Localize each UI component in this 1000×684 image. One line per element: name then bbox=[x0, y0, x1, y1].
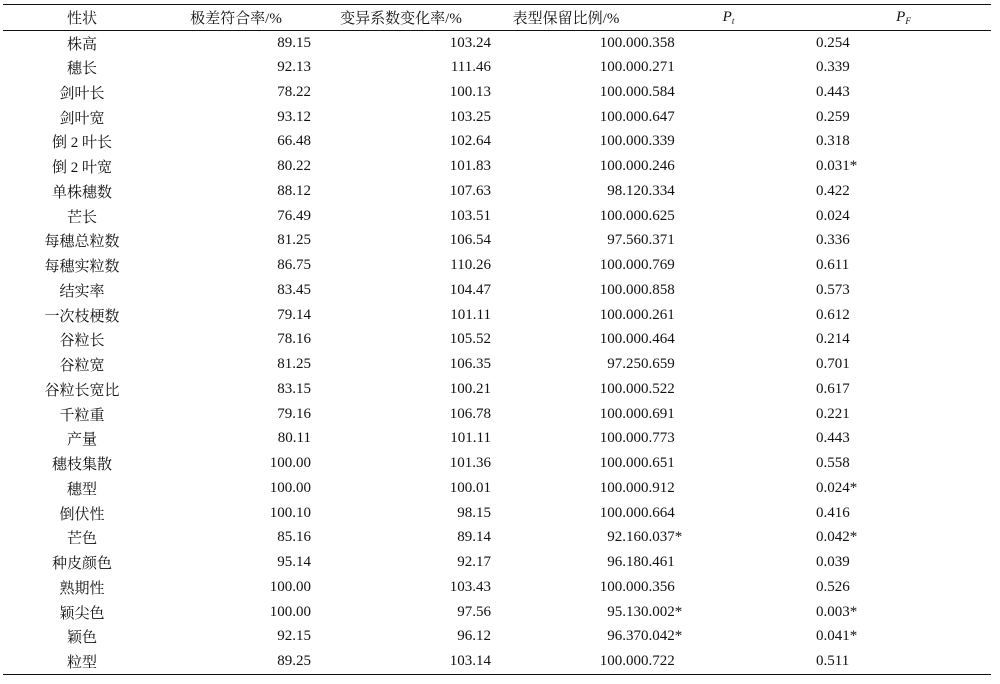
cell-phenotype-retention: 100.00 bbox=[599, 207, 641, 224]
cell-pf: 0.254 bbox=[816, 34, 850, 51]
cell-pf: 0.031* bbox=[816, 158, 858, 175]
cell-pf: 0.039 bbox=[816, 554, 850, 571]
cell-pf: 0.003* bbox=[816, 603, 858, 620]
pf-subscript: F bbox=[905, 16, 911, 26]
table-row bbox=[3, 179, 991, 204]
table-body bbox=[3, 31, 991, 675]
cell-pt: 0.769 bbox=[641, 257, 675, 274]
cell-range-coincidence: 66.48 bbox=[277, 133, 311, 150]
cell-phenotype-retention: 100.00 bbox=[599, 430, 641, 447]
cell-cv-change: 97.56 bbox=[457, 603, 491, 620]
cell-pt: 0.042* bbox=[641, 628, 683, 645]
cell-range-coincidence: 88.12 bbox=[277, 182, 311, 199]
cell-pf: 0.214 bbox=[816, 331, 850, 348]
cell-range-coincidence: 78.22 bbox=[277, 83, 311, 100]
table-row bbox=[3, 130, 991, 155]
table-row bbox=[3, 600, 991, 625]
col-header-cv-change: 变异系数变化率/% bbox=[311, 5, 491, 31]
cell-range-coincidence: 100.10 bbox=[269, 504, 311, 521]
cell-pt: 0.522 bbox=[641, 380, 675, 397]
table-row bbox=[3, 278, 991, 303]
cell-cv-change: 105.52 bbox=[449, 331, 491, 348]
cell-cv-change: 103.25 bbox=[449, 108, 491, 125]
cell-cv-change: 101.11 bbox=[450, 430, 491, 447]
cell-trait: 剑叶宽 bbox=[59, 110, 105, 127]
trait-comparison-table bbox=[3, 4, 991, 675]
cell-pf: 0.024 bbox=[816, 207, 850, 224]
cell-trait: 每穗实粒数 bbox=[44, 259, 120, 276]
cell-range-coincidence: 79.16 bbox=[277, 405, 311, 422]
cell-cv-change: 96.12 bbox=[457, 628, 491, 645]
cell-trait: 熟期性 bbox=[59, 580, 105, 597]
cell-phenotype-retention: 98.12 bbox=[607, 182, 641, 199]
cell-trait: 每穗总粒数 bbox=[44, 234, 120, 251]
cell-pf: 0.042* bbox=[816, 529, 858, 546]
cell-pf: 0.558 bbox=[816, 455, 850, 472]
cell-phenotype-retention: 100.00 bbox=[491, 649, 641, 674]
cell-range-coincidence: 92.13 bbox=[277, 59, 311, 76]
cell-phenotype-retention: 100.00 bbox=[599, 380, 641, 397]
cell-range-coincidence: 95.14 bbox=[277, 554, 311, 571]
cell-pt: 0.002* bbox=[641, 603, 683, 620]
cell-trait: 种皮颜色 bbox=[51, 556, 112, 573]
cell-cv-change: 103.51 bbox=[449, 207, 491, 224]
cell-pt: 0.584 bbox=[641, 83, 675, 100]
cell-phenotype-retention: 92.16 bbox=[607, 529, 641, 546]
cell-trait: 颖色 bbox=[66, 630, 97, 647]
cell-cv-change: 92.17 bbox=[457, 554, 491, 571]
cell-range-coincidence: 83.15 bbox=[277, 380, 311, 397]
cell-cv-change: 89.14 bbox=[457, 529, 491, 546]
cell-range-coincidence: 81.25 bbox=[277, 232, 311, 249]
cell-trait: 倒 2 叶宽 bbox=[51, 160, 112, 177]
cell-cv-change: 102.64 bbox=[449, 133, 491, 150]
cell-cv-change: 103.14 bbox=[311, 649, 491, 674]
cell-trait: 谷粒宽 bbox=[59, 358, 105, 375]
cell-pt: 0.912 bbox=[641, 479, 675, 496]
col-header-pf bbox=[816, 5, 991, 31]
cell-pf: 0.336 bbox=[816, 232, 850, 249]
table-row bbox=[3, 80, 991, 105]
table-row bbox=[3, 204, 991, 229]
cell-trait: 穗枝集散 bbox=[51, 457, 112, 474]
cell-phenotype-retention: 100.00 bbox=[599, 281, 641, 298]
cell-trait: 产量 bbox=[66, 432, 97, 449]
cell-pf: 0.318 bbox=[816, 133, 850, 150]
cell-range-coincidence: 86.75 bbox=[277, 257, 311, 274]
table-row bbox=[3, 31, 991, 56]
cell-range-coincidence: 89.25 bbox=[161, 649, 311, 674]
cell-phenotype-retention: 100.00 bbox=[599, 405, 641, 422]
cell-pt: 0.334 bbox=[641, 182, 675, 199]
cell-pt: 0.246 bbox=[641, 158, 675, 175]
cell-trait: 单株穗数 bbox=[51, 184, 112, 201]
cell-pt: 0.339 bbox=[641, 133, 675, 150]
cell-pf: 0.221 bbox=[816, 405, 850, 422]
cell-cv-change: 101.83 bbox=[449, 158, 491, 175]
cell-pf: 0.416 bbox=[816, 504, 850, 521]
table-row bbox=[3, 550, 991, 575]
table-row bbox=[3, 105, 991, 130]
cell-pt: 0.461 bbox=[641, 554, 675, 571]
cell-pt: 0.651 bbox=[641, 455, 675, 472]
cell-pf: 0.573 bbox=[816, 281, 850, 298]
cell-phenotype-retention: 97.25 bbox=[607, 356, 641, 373]
table-row bbox=[3, 575, 991, 600]
cell-trait: 结实率 bbox=[59, 283, 105, 300]
cell-pf: 0.024* bbox=[816, 479, 858, 496]
table-row bbox=[3, 352, 991, 377]
table-row bbox=[3, 303, 991, 328]
table-row bbox=[3, 625, 991, 650]
cell-cv-change: 100.13 bbox=[449, 83, 491, 100]
cell-pf: 0.422 bbox=[816, 182, 850, 199]
cell-range-coincidence: 89.15 bbox=[277, 34, 311, 51]
cell-phenotype-retention: 100.00 bbox=[599, 158, 641, 175]
cell-cv-change: 111.46 bbox=[450, 59, 491, 76]
cell-phenotype-retention: 100.00 bbox=[599, 83, 641, 100]
cell-cv-change: 103.43 bbox=[449, 578, 491, 595]
cell-cv-change: 100.01 bbox=[449, 479, 491, 496]
cell-pt: 0.037* bbox=[641, 529, 683, 546]
cell-range-coincidence: 100.00 bbox=[269, 479, 311, 496]
cell-phenotype-retention: 100.00 bbox=[599, 133, 641, 150]
cell-trait: 芒色 bbox=[66, 531, 97, 548]
table-row bbox=[3, 377, 991, 402]
cell-phenotype-retention: 96.18 bbox=[607, 554, 641, 571]
table-row bbox=[3, 501, 991, 526]
table-row bbox=[3, 253, 991, 278]
cell-range-coincidence: 100.00 bbox=[269, 455, 311, 472]
cell-phenotype-retention: 100.00 bbox=[599, 59, 641, 76]
cell-trait: 千粒重 bbox=[59, 407, 105, 424]
cell-pt: 0.722 bbox=[641, 649, 816, 674]
cell-pt: 0.858 bbox=[641, 281, 675, 298]
cell-pf: 0.526 bbox=[816, 578, 850, 595]
cell-phenotype-retention: 95.13 bbox=[607, 603, 641, 620]
cell-range-coincidence: 78.16 bbox=[277, 331, 311, 348]
cell-cv-change: 106.54 bbox=[449, 232, 491, 249]
cell-range-coincidence: 80.22 bbox=[277, 158, 311, 175]
cell-cv-change: 100.21 bbox=[449, 380, 491, 397]
cell-phenotype-retention: 100.00 bbox=[599, 479, 641, 496]
cell-phenotype-retention: 97.56 bbox=[607, 232, 641, 249]
cell-range-coincidence: 100.00 bbox=[269, 603, 311, 620]
cell-trait: 芒长 bbox=[66, 209, 97, 226]
cell-pf: 0.617 bbox=[816, 380, 850, 397]
cell-trait: 株高 bbox=[66, 36, 97, 53]
cell-pf: 0.339 bbox=[816, 59, 850, 76]
cell-trait: 剑叶长 bbox=[59, 85, 105, 102]
cell-pt: 0.356 bbox=[641, 578, 675, 595]
cell-pt: 0.625 bbox=[641, 207, 675, 224]
col-header-pt bbox=[641, 5, 816, 31]
cell-range-coincidence: 92.15 bbox=[277, 628, 311, 645]
cell-phenotype-retention: 100.00 bbox=[599, 108, 641, 125]
table-row bbox=[3, 154, 991, 179]
cell-pf: 0.041* bbox=[816, 628, 858, 645]
cell-pt: 0.271 bbox=[641, 59, 675, 76]
cell-pt: 0.773 bbox=[641, 430, 675, 447]
cell-cv-change: 98.15 bbox=[457, 504, 491, 521]
cell-range-coincidence: 79.14 bbox=[277, 306, 311, 323]
cell-pf: 0.259 bbox=[816, 108, 850, 125]
cell-trait: 谷粒长 bbox=[59, 333, 105, 350]
cell-pt: 0.358 bbox=[641, 34, 675, 51]
cell-pt: 0.659 bbox=[641, 356, 675, 373]
table-row bbox=[3, 427, 991, 452]
cell-pf: 0.701 bbox=[816, 356, 850, 373]
cell-range-coincidence: 83.45 bbox=[277, 281, 311, 298]
cell-pt: 0.261 bbox=[641, 306, 675, 323]
cell-range-coincidence: 100.00 bbox=[269, 578, 311, 595]
cell-cv-change: 101.36 bbox=[449, 455, 491, 472]
cell-cv-change: 101.11 bbox=[450, 306, 491, 323]
cell-trait: 粒型 bbox=[3, 649, 161, 674]
cell-trait: 一次枝梗数 bbox=[44, 308, 120, 325]
cell-range-coincidence: 76.49 bbox=[277, 207, 311, 224]
cell-range-coincidence: 85.16 bbox=[277, 529, 311, 546]
cell-pt: 0.691 bbox=[641, 405, 675, 422]
cell-cv-change: 106.78 bbox=[449, 405, 491, 422]
cell-pt: 0.464 bbox=[641, 331, 675, 348]
cell-phenotype-retention: 100.00 bbox=[599, 455, 641, 472]
cell-trait: 谷粒长宽比 bbox=[44, 382, 120, 399]
cell-trait: 穗型 bbox=[66, 481, 97, 498]
cell-pt: 0.647 bbox=[641, 108, 675, 125]
cell-trait: 颖尖色 bbox=[59, 605, 105, 622]
cell-range-coincidence: 93.12 bbox=[277, 108, 311, 125]
table-row bbox=[3, 229, 991, 254]
col-header-phenotype-retention: 表型保留比例/% bbox=[491, 5, 641, 31]
table-row bbox=[3, 55, 991, 80]
cell-pf: 0.443 bbox=[816, 83, 850, 100]
cell-pt: 0.371 bbox=[641, 232, 675, 249]
cell-phenotype-retention: 100.00 bbox=[599, 331, 641, 348]
table-row bbox=[3, 402, 991, 427]
cell-pf: 0.511 bbox=[816, 649, 991, 674]
cell-range-coincidence: 81.25 bbox=[277, 356, 311, 373]
col-header-range-coincidence: 极差符合率/% bbox=[161, 5, 311, 31]
pt-subscript: t bbox=[731, 16, 735, 26]
pt-symbol: P bbox=[722, 9, 732, 25]
cell-trait: 穗长 bbox=[66, 61, 97, 78]
table-row bbox=[3, 328, 991, 353]
cell-cv-change: 107.63 bbox=[449, 182, 491, 199]
table-row bbox=[3, 451, 991, 476]
cell-phenotype-retention: 100.00 bbox=[599, 504, 641, 521]
col-header-trait: 性状 bbox=[3, 5, 161, 31]
cell-cv-change: 103.24 bbox=[449, 34, 491, 51]
cell-range-coincidence: 80.11 bbox=[277, 430, 311, 447]
table-row bbox=[3, 649, 991, 674]
cell-phenotype-retention: 100.00 bbox=[599, 34, 641, 51]
cell-trait: 倒伏性 bbox=[59, 506, 105, 523]
cell-cv-change: 104.47 bbox=[449, 281, 491, 298]
header-row bbox=[3, 5, 991, 31]
cell-phenotype-retention: 100.00 bbox=[599, 257, 641, 274]
cell-cv-change: 110.26 bbox=[450, 257, 491, 274]
table-row bbox=[3, 476, 991, 501]
cell-pf: 0.612 bbox=[816, 306, 850, 323]
cell-pf: 0.611 bbox=[816, 257, 850, 274]
cell-phenotype-retention: 100.00 bbox=[599, 578, 641, 595]
cell-phenotype-retention: 96.37 bbox=[607, 628, 641, 645]
pf-symbol: P bbox=[896, 9, 906, 25]
cell-trait: 倒 2 叶长 bbox=[51, 135, 112, 152]
cell-cv-change: 106.35 bbox=[449, 356, 491, 373]
cell-phenotype-retention: 100.00 bbox=[599, 306, 641, 323]
cell-pf: 0.443 bbox=[816, 430, 850, 447]
table-row bbox=[3, 526, 991, 551]
table-header bbox=[3, 5, 991, 31]
cell-pt: 0.664 bbox=[641, 504, 675, 521]
